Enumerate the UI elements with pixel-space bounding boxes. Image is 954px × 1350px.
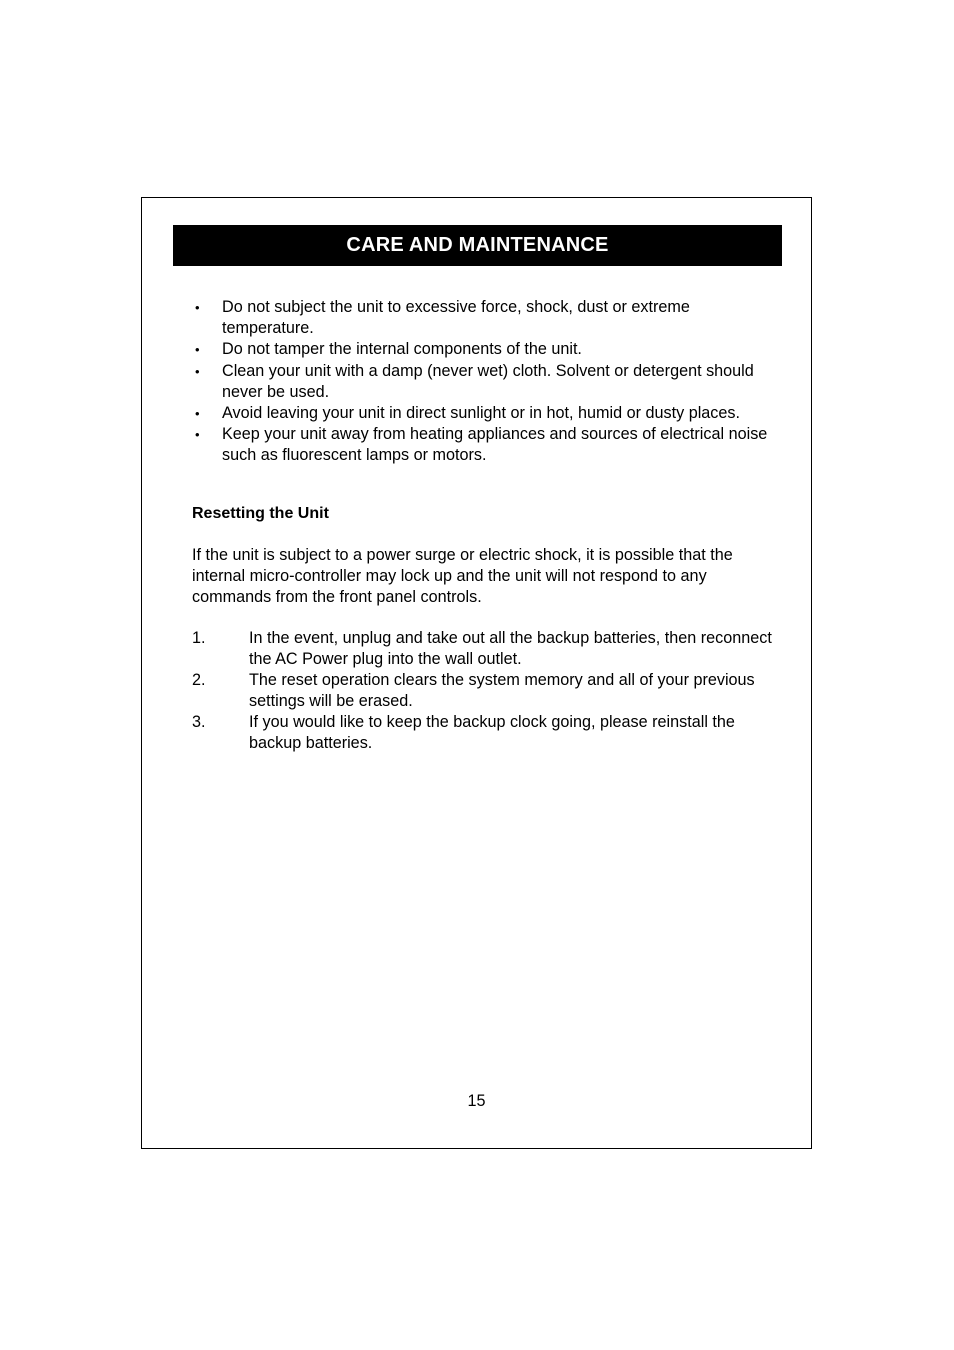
reset-heading: Resetting the Unit xyxy=(192,505,329,522)
step-text: The reset operation clears the system memory and all of your previous settings will be erased. xyxy=(249,671,755,710)
care-tip-text: Do not tamper the internal components of the unit. xyxy=(222,340,582,359)
bullet-icon: • xyxy=(195,406,200,422)
reset-step-item xyxy=(192,628,777,670)
care-tip-text: Keep your unit away from heating appliances and sources of electrical noise such as fluorescent lamps or motors. xyxy=(222,425,768,465)
reset-steps-list xyxy=(192,628,777,754)
care-tips-list xyxy=(192,297,777,467)
page-number: 15 xyxy=(467,1092,486,1110)
care-tip-item xyxy=(192,297,777,339)
page-frame xyxy=(141,197,812,1149)
step-number: 2. xyxy=(192,671,206,689)
care-tip-item xyxy=(192,361,777,403)
step-text: In the event, unplug and take out all the backup batteries, then reconnect the AC Power plug into the wall outlet. xyxy=(249,629,772,668)
care-tip-item xyxy=(192,403,777,424)
care-tip-item xyxy=(192,424,777,466)
care-tip-item xyxy=(192,339,777,360)
section-title-bar xyxy=(173,225,782,266)
step-number: 3. xyxy=(192,713,206,731)
bullet-icon: • xyxy=(195,342,200,358)
care-tip-text: Clean your unit with a damp (never wet) cloth. Solvent or detergent should never be used. xyxy=(222,361,754,401)
step-text: If you would like to keep the backup clock going, please reinstall the backup batteries. xyxy=(249,713,735,752)
step-number: 1. xyxy=(192,629,206,647)
care-tip-text: Do not subject the unit to excessive force, shock, dust or extreme temperature. xyxy=(222,298,690,338)
reset-intro-paragraph: If the unit is subject to a power surge or electric shock, it is possible that the internal micro-controller may lock up and the unit will not respond to any commands from the front panel controls. xyxy=(192,546,733,607)
reset-step-item xyxy=(192,670,777,712)
care-tip-text: Avoid leaving your unit in direct sunlight or in hot, humid or dusty places. xyxy=(222,404,740,423)
bullet-icon: • xyxy=(195,427,200,443)
reset-step-item xyxy=(192,712,777,754)
bullet-icon: • xyxy=(195,300,200,315)
bullet-icon: • xyxy=(195,363,200,379)
section-title: CARE AND MAINTENANCE xyxy=(346,234,609,256)
